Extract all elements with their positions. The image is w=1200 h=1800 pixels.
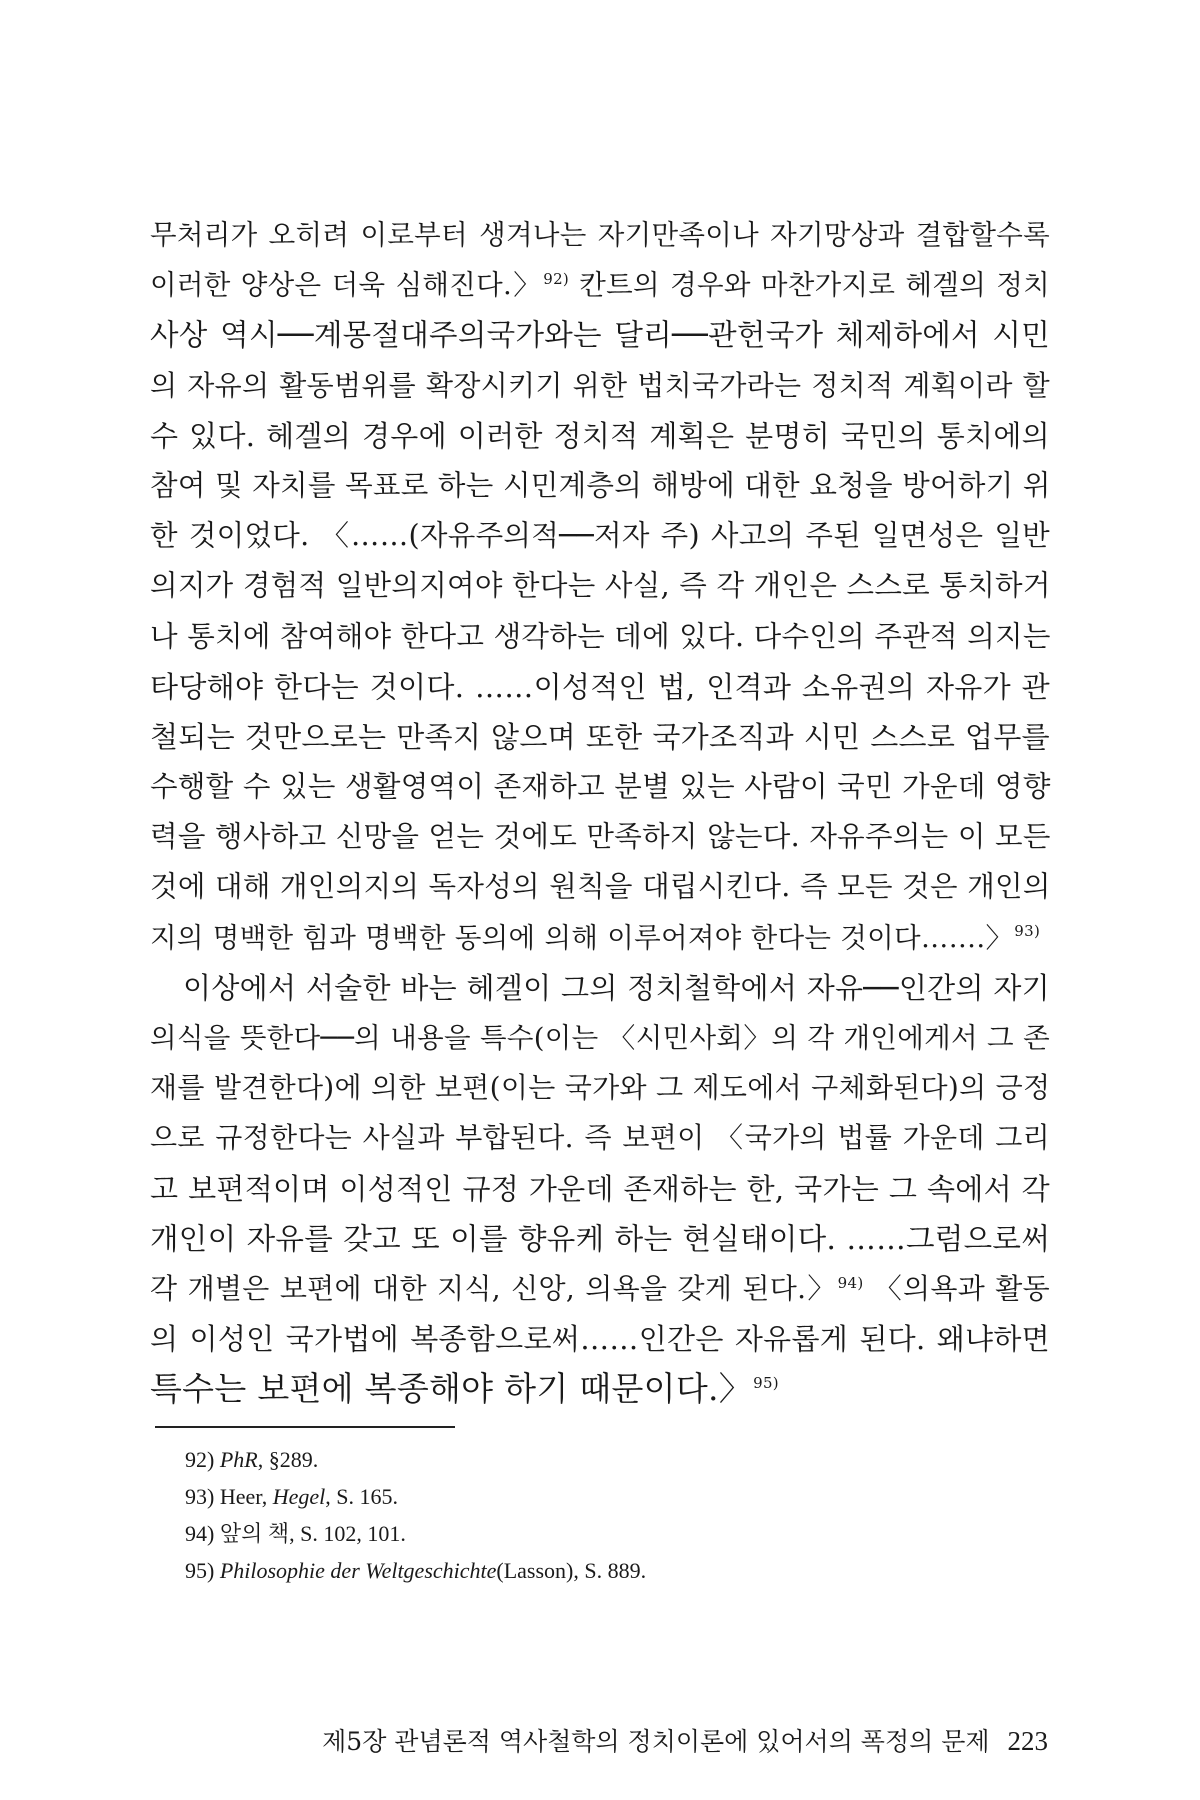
footnote: 94) 앞의 책, S. 102, 101. <box>185 1521 406 1546</box>
footnote-ref[interactable]: 94) <box>837 1273 864 1292</box>
body-line: 각 개별은 보편에 대한 지식, 신앙, 의욕을 갖게 된다.〉$^{94)}$ 〈의욕과 활동 <box>150 1271 1050 1305</box>
page-number: 223 <box>1007 1726 1048 1756</box>
body-line: 지의 명백한 힘과 명백한 동의에 의해 이루어져야 한다는 것이다…….〉$^{93)}$ <box>150 921 1041 954</box>
footnote: 92) PhR, §289. <box>185 1447 319 1472</box>
body-line: 사상 역시──계몽절대주의국가와는 달리──관헌국가 체제하에서 시민 <box>150 318 1050 353</box>
footnote-ref[interactable]: 93) <box>1014 922 1041 941</box>
body-line: 의 이성인 국가법에 복종함으로써……인간은 자유롭게 된다. 왜냐하면 <box>150 1322 1050 1357</box>
footnote-ref[interactable]: 92) <box>543 270 570 289</box>
body-line: 무처리가 오히려 이로부터 생겨나는 자기만족이나 자기망상과 결합할수록 <box>150 219 1050 251</box>
body-line: 나 통치에 참여해야 한다고 생각하는 데에 있다. 다수인의 주관적 의지는 <box>150 619 1051 653</box>
body-line: 참여 및 자치를 목표로 하는 시민계층의 해방에 대한 요청을 방어하기 위 <box>150 468 1051 502</box>
body-line: 수 있다. 헤겔의 경우에 이러한 정치적 계획은 분명히 국민의 통치에의 <box>150 418 1050 453</box>
body-line: 이러한 양상은 더욱 심해진다.〉$^{92)}$ 칸트의 경우와 마찬가지로 헤겔의 정치 <box>150 269 1050 302</box>
body-line: 철되는 것만으로는 만족지 않으며 또한 국가조직과 시민 스스로 업무를 <box>150 719 1050 754</box>
body-line: 특수는 보편에 복종해야 하기 때문이다.〉$^{95)}$ <box>150 1369 779 1409</box>
body-line: 고 보편적이며 이성적인 규정 가운데 존재하는 한, 국가는 그 속에서 각 <box>150 1171 1050 1206</box>
body-line: 의지가 경험적 일반의지여야 한다는 사실, 즉 각 개인은 스스로 통치하거 <box>150 569 1051 603</box>
footnote: 95) Philosophie der Weltgeschichte(Lasson), S. 889. <box>185 1558 647 1583</box>
body-line: 타당해야 한다는 것이다. ……이성적인 법, 인격과 소유권의 자유가 관 <box>150 669 1050 704</box>
body-line: 것에 대해 개인의지의 독자성의 원칙을 대립시킨다. 즉 모든 것은 개인의 <box>150 870 1051 904</box>
body-line: 재를 발견한다)에 의한 보편(이는 국가와 그 제도에서 구체화된다)의 긍정 <box>150 1071 1051 1105</box>
paragraph-start-line: 이상에서 서술한 바는 헤겔이 그의 정치철학에서 자유──인간의 자기 <box>183 970 1050 1005</box>
body-line: 한 것이었다. 〈……(자유주의적──저자 주) 사고의 주된 일면성은 일반 <box>150 519 1050 553</box>
footnote-ref[interactable]: 95) <box>753 1374 779 1393</box>
body-text <box>150 210 1050 1415</box>
body-line: 개인이 자유를 갖고 또 이를 향유케 하는 현실태이다. ……그럼으로써 <box>150 1221 1050 1256</box>
chapter-title: 제5장 관념론적 역사철학의 정치이론에 있어서의 폭정의 문제 <box>322 1727 990 1756</box>
footnote: 93) Heer, Hegel, S. 165. <box>185 1484 398 1509</box>
body-line: 력을 행사하고 신망을 얻는 것에도 만족하지 않는다. 자유주의는 이 모든 <box>150 820 1051 854</box>
footnotes <box>185 1441 1045 1589</box>
body-line: 의식을 뜻한다──의 내용을 특수(이는 〈시민사회〉의 각 개인에게서 그 존 <box>150 1022 1050 1054</box>
footnote-divider <box>155 1426 455 1428</box>
running-footer <box>318 1722 1048 1758</box>
body-line: 으로 규정한다는 사실과 부합된다. 즉 보편이 〈국가의 법률 가운데 그리 <box>150 1121 1050 1155</box>
body-line: 수행할 수 있는 생활영역이 존재하고 분별 있는 사람이 국민 가운데 영향 <box>150 770 1051 804</box>
body-line: 의 자유의 활동범위를 확장시키기 위한 법치국가라는 정치적 계획이라 할 <box>150 368 1050 402</box>
